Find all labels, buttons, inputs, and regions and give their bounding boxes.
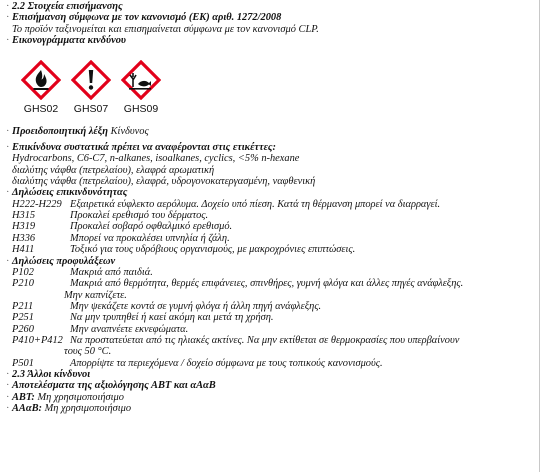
statement-code: P260 <box>12 323 34 335</box>
hazard-statement <box>6 221 531 232</box>
component-line: διαλύτης νάφθα (πετρελαίου), ελαφρά, υδρογονοκατεργασμένη, ναφθενική <box>12 176 316 188</box>
statement-text: Μακριά από θερμότητα, θερμές επιφάνειες, σπινθήρες, γυμνή φλόγα και άλλες πηγές ανάφλεξης. <box>70 278 464 290</box>
statement-text: Εξαιρετικά εύφλεκτο αερόλυμα. Δοχείο υπό πίεση. Κατά τη θέρμανση μπορεί να διαρραγεί. <box>70 198 441 210</box>
section-heading-line: · 2.2 Στοιχεία επισήμανσης <box>6 1 123 12</box>
statement-text: Απορρίψτε τα περιεχόμενα / δοχείο σύμφωνα με τους τοπικούς κανονισμούς. <box>70 357 383 369</box>
hazard-statement <box>6 233 531 244</box>
pictograms-heading: Εικονογράμματα κινδύνου <box>12 35 126 47</box>
labeling-heading: Επισήμανση σύμφωνα με τον κανονισμό (ΕΚ) αριθ. 1272/2008 <box>12 12 282 24</box>
pbt-label: ΑΒΤ: <box>12 391 35 403</box>
statement-text: Να μην τρυπηθεί ή καεί ακόμη και μετά τη χρήση. <box>70 312 274 324</box>
pictogram-ghs07 <box>70 60 112 115</box>
pictogram-row <box>6 60 531 115</box>
pictogram-code: GHS09 <box>123 103 159 116</box>
precautionary-statement <box>6 301 531 312</box>
statement-text: Προκαλεί σοβαρό οφθαλμικό ερεθισμό. <box>70 221 233 233</box>
precautionary-statement <box>6 324 531 335</box>
components-heading: Επικίνδυνα συστατικά πρέπει να αναφέρονται στις ετικέττες: <box>12 142 276 154</box>
statement-text: Μακριά από παιδιά. <box>70 266 153 278</box>
precautionary-statement <box>6 278 531 289</box>
pictogram-ghs02 <box>20 60 62 115</box>
exclamation-icon <box>71 60 111 100</box>
precautionary-statements-heading: Δηλώσεις προφυλάξεων <box>12 255 116 267</box>
pictograms-heading-line: · Εικονογράμματα κινδύνου <box>6 35 126 47</box>
labeling-line: · Επισήμανση σύμφωνα με τον κανονισμό (ΕΚ) αριθ. 1272/2008 <box>6 12 282 24</box>
statement-code: H319 <box>12 221 36 233</box>
statement-code: P210 <box>12 278 34 290</box>
precautionary-statement <box>6 267 531 278</box>
statement-code: H411 <box>12 244 35 256</box>
statement-code: P501 <box>12 357 34 369</box>
precautionary-statement <box>6 335 531 346</box>
precaution-heading-line: · Δηλώσεις προφυλάξεων <box>6 255 116 267</box>
statement-text: Τοξικό για τους υδρόβιους οργανισμούς, με μακροχρόνιες επιπτώσεις. <box>70 244 356 256</box>
statement-text: Προκαλεί ερεθισμό του δέρματος. <box>70 210 209 222</box>
statement-code: H336 <box>12 232 36 244</box>
statement-text: Μην ψεκάζετε κοντά σε γυμνή φλόγα ή άλλη πηγή ανάφλεξης. <box>70 300 322 312</box>
hazard-statement <box>6 210 531 221</box>
other-hazards-heading: 2.3 Άλλοι κίνδυνοι <box>12 368 91 380</box>
hazard-statements-heading: Δηλώσεις επικινδυνότητας <box>12 187 128 199</box>
signal-word-label: Προειδοποιητική λέξη <box>12 125 109 137</box>
hazard-heading-line: · Δηλώσεις επικινδυνότητας <box>6 187 128 199</box>
precautionary-statement <box>6 358 531 369</box>
signal-word-line: · Προειδοποιητική λέξη Κίνδυνος <box>6 125 149 137</box>
pictogram-ghs09 <box>120 60 162 115</box>
vpvb-label: ΑΑαΒ: <box>12 402 42 414</box>
signal-word-value: Κίνδυνος <box>110 125 149 137</box>
pbt-value: Μη χρησιμοποιήσιμο <box>37 391 124 403</box>
classified-note: Το προϊόν ταξινομείται και επισημαίνεται σύμφωνα με τον κανονισμό CLP. <box>12 23 319 35</box>
other-hazards-line: · 2.3 Άλλοι κίνδυνοι <box>6 368 91 380</box>
environment-icon <box>121 60 161 100</box>
statement-code: P410+P412 <box>12 334 63 346</box>
vpvb-value: Μη χρησιμοποιήσιμο <box>44 402 132 414</box>
pictogram-code: GHS07 <box>73 103 109 116</box>
component-line: διαλύτης νάφθα (πετρελαίου), ελαφρά αρωματική <box>12 164 215 176</box>
statement-code: P251 <box>12 312 34 324</box>
flame-icon <box>21 60 61 100</box>
statement-code: H315 <box>12 210 36 222</box>
statement-text: Μην αναπνέετε εκνεφώματα. <box>70 323 189 335</box>
section-heading: 2.2 Στοιχεία επισήμανσης <box>12 1 123 12</box>
assessment-heading: Αποτελέσματα της αξιολόγησης ΑΒΤ και αΑαΒ <box>12 380 216 392</box>
precautionary-statement <box>6 312 531 323</box>
vpvb-line: · ΑΑαΒ: Μη χρησιμοποιήσιμο <box>6 402 132 414</box>
pictogram-code: GHS02 <box>23 103 59 116</box>
components-heading-line: · Επικίνδυνα συστατικά πρέπει να αναφέρονται στις ετικέττες: <box>6 142 276 154</box>
pbt-line: · ΑΒΤ: Μη χρησιμοποιήσιμο <box>6 391 124 403</box>
statement-code: P211 <box>12 300 34 312</box>
hazard-statement <box>6 244 531 255</box>
assessment-line: · Αποτελέσματα της αξιολόγησης ΑΒΤ και αΑαΒ <box>6 380 216 392</box>
statement-text: Να προστατεύεται από τις ηλιακές ακτίνες. Να μην εκτίθεται σε θερμοκρασίες που υπερβαίνουν <box>70 334 460 346</box>
hazard-statement <box>6 199 531 210</box>
statement-continuation: Μην καπνίζετε. <box>64 289 127 301</box>
statement-continuation: τους 50 °C. <box>64 346 112 358</box>
component-line: Hydrocarbons, C6-C7, n-alkanes, isoalkanes, cyclics, <5% n-hexane <box>12 153 300 165</box>
statement-text: Μπορεί να προκαλέσει υπνηλία ή ζάλη. <box>70 232 230 244</box>
statement-code: H222-H229 <box>12 198 62 210</box>
statement-code: P102 <box>12 266 34 278</box>
